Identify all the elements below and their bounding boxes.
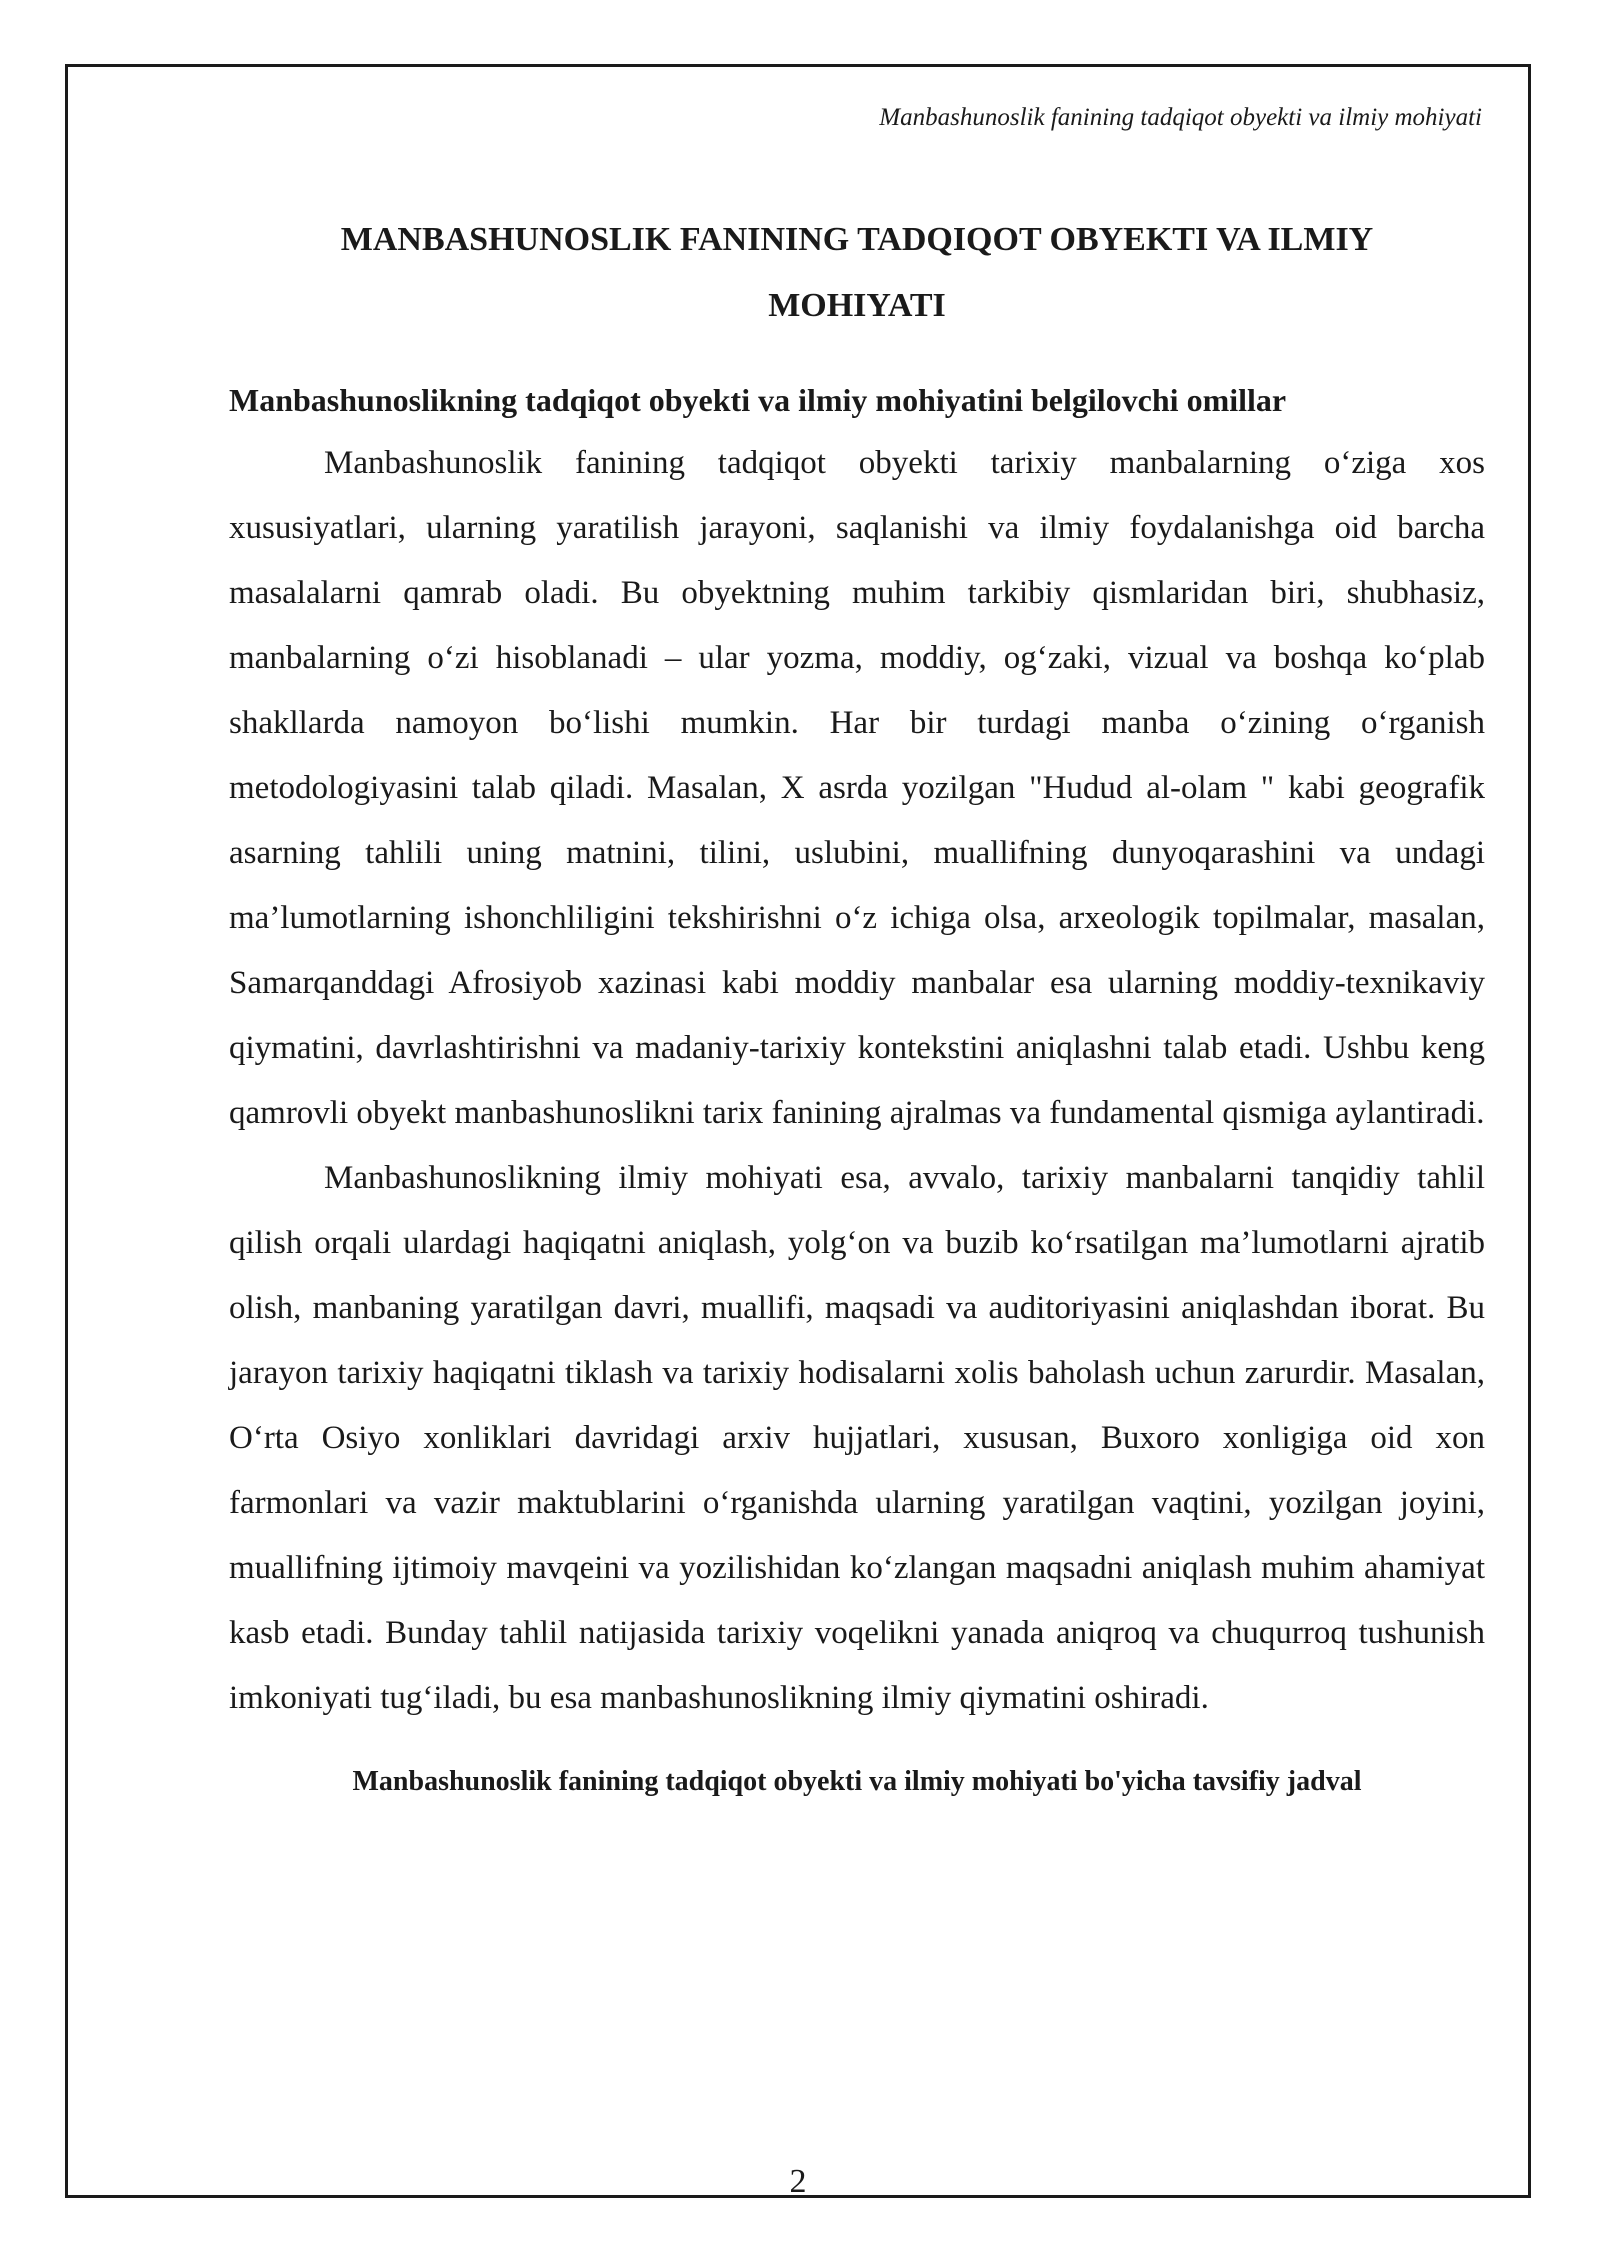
paragraph-2: Manbashunoslikning ilmiy mohiyati esa, avvalo, tarixiy manbalarni tanqidiy tahlil qilish orqali ulardagi haqiqatni aniqlash, yolg‘on va buzib ko‘rsatilgan ma’lumotlarni ajratib olish, manbaning yaratilgan davri, muallifi, maqsadi va auditoriyasini aniqlashdan iborat. Bu jarayon tarixiy haqiqatni tiklash va tarixiy hodisalarni xolis baholash uchun zarurdir. Masalan, O‘rta Osiyo xonliklari davridagi arxiv hujjatlari, xususan, Buxoro xonligiga oid xon farmonlari va vazir maktublarini o‘rganishda ularning yaratilgan vaqtini, yozilgan joyini, muallifning ijtimoiy mavqeini va yozilishidan ko‘zlangan maqsadni aniqlash muhim ahamiyat kasb etadi. Bunday tahlil natijasida tarixiy voqelikni yanada aniqroq va chuqurroq tushunish imkoniyati tug‘iladi, bu esa manbashunoslikning ilmiy qiymatini oshiradi.	[229, 1160, 1485, 1717]
page-number: 2	[789, 2163, 807, 2200]
document-body	[229, 207, 1485, 1799]
table-caption: Manbashunoslik fanining tadqiqot obyekti va ilmiy mohiyati bo'yicha tavsifiy jadval	[352, 1766, 1362, 1798]
running-header: Manbashunoslik fanining tadqiqot obyekti va ilmiy mohiyati	[879, 104, 1482, 131]
section-subtitle: Manbashunoslikning tadqiqot obyekti va ilmiy mohiyatini belgilovchi omillar	[229, 382, 1287, 418]
page-frame	[65, 64, 1531, 2198]
document-title: MANBASHUNOSLIK FANINING TADQIQOT OBYEKTI VA ILMIY MOHIYATI	[340, 221, 1374, 324]
paragraph-1: Manbashunoslik fanining tadqiqot obyekti tarixiy manbalarning o‘ziga xos xususiyatlari, ularning yaratilish jarayoni, saqlanishi va ilmiy foydalanishga oid barcha masalalarni qamrab oladi. Bu obyektning muhim tarkibiy qismlaridan biri, shubhasiz, manbalarning o‘zi hisoblanadi – ular yozma, moddiy, og‘zaki, vizual va boshqa ko‘plab shakllarda namoyon bo‘lishi mumkin. Har bir turdagi manba o‘zining o‘rganish metodologiyasini talab qiladi. Masalan, X asrda yozilgan "Hudud al-olam " kabi geografik asarning tahlili uning matnini, tilini, uslubini, muallifning dunyoqarashini va undagi ma’lumotlarning ishonchliligini tekshirishni o‘z ichiga olsa, arxeologik topilmalar, masalan, Samarqanddagi Afrosiyob xazinasi kabi moddiy manbalar esa ularning moddiy-texnikaviy qiymatini, davrlashtirishni va madaniy-tarixiy kontekstini aniqlashni talab etadi. Ushbu keng qamrovli obyekt manbashunoslikni tarix fanining ajralmas va fundamental qismiga aylantiradi.	[229, 445, 1485, 1132]
